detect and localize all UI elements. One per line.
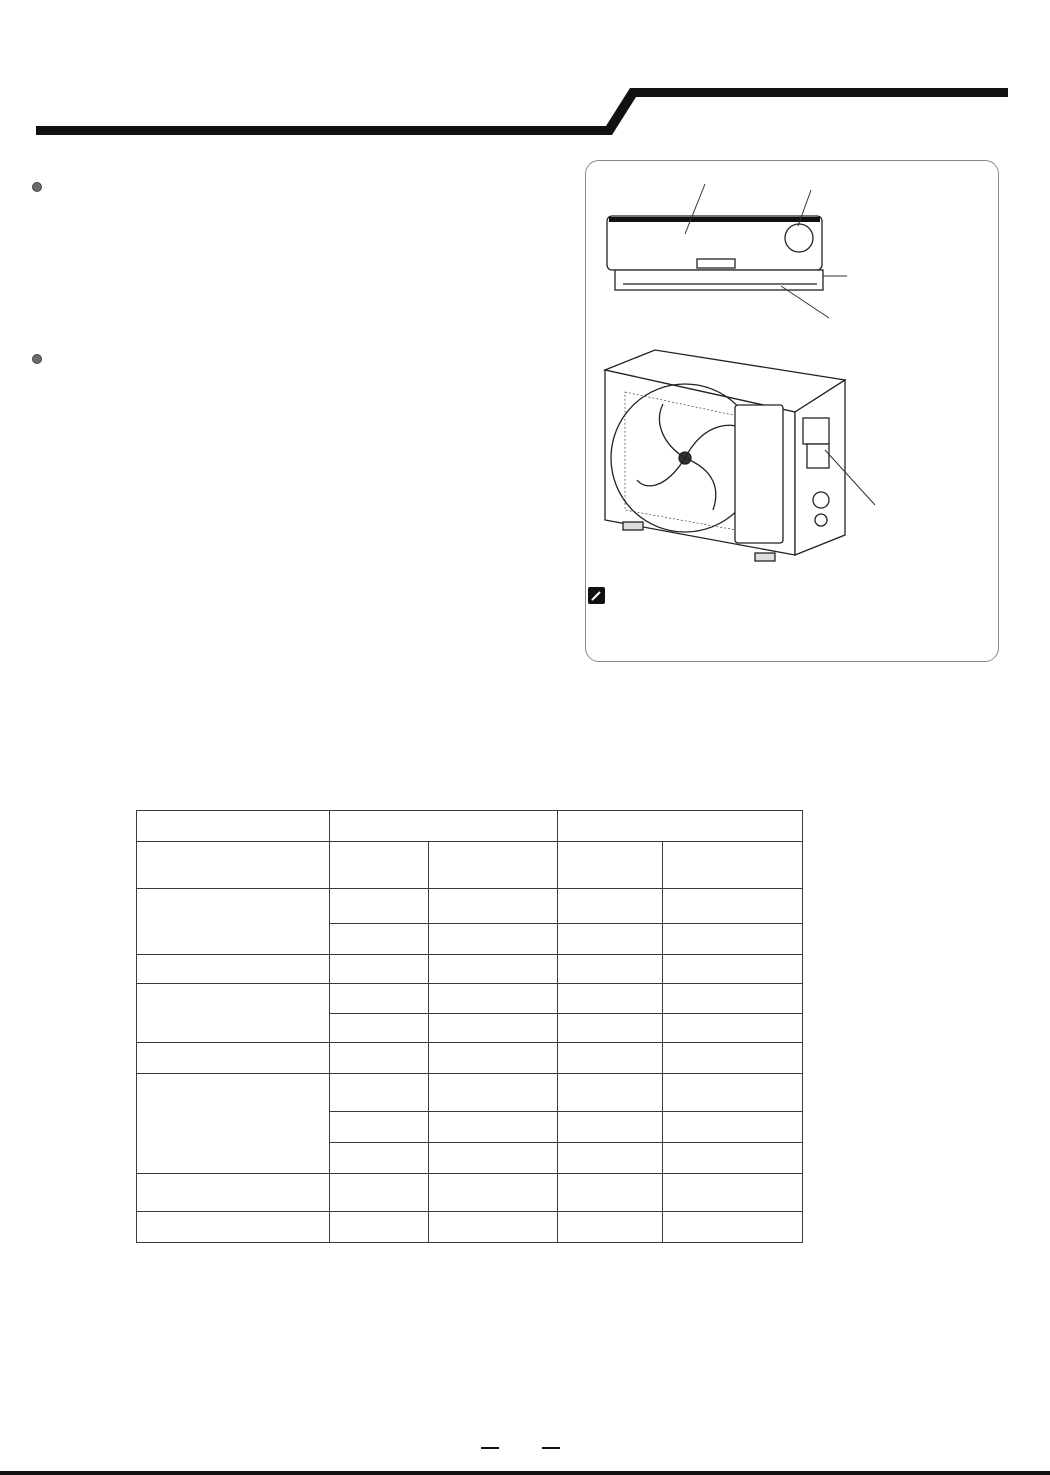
- table-cell: [558, 1112, 663, 1143]
- table-cell: [329, 889, 428, 924]
- table-cell: [428, 924, 558, 955]
- bullet-dot-icon: [32, 354, 42, 364]
- table-cell: [137, 1043, 330, 1074]
- outdoor-unit-illustration: [605, 350, 845, 561]
- table-cell: [329, 811, 558, 842]
- indoor-unit-illustration: [607, 216, 823, 290]
- table-cell: [663, 1112, 803, 1143]
- spec-table: [136, 810, 803, 1243]
- table-cell: [663, 1074, 803, 1112]
- table-cell: [137, 955, 330, 984]
- header-rule: [0, 0, 1050, 140]
- table-cell: [137, 842, 330, 889]
- table-cell: [558, 984, 663, 1014]
- page-number-dash: [542, 1447, 560, 1449]
- table-cell: [428, 1043, 558, 1074]
- table-cell: [663, 924, 803, 955]
- table-cell: [428, 1014, 558, 1043]
- table-cell: [428, 842, 558, 889]
- table-cell: [137, 1074, 330, 1174]
- table-cell: [428, 984, 558, 1014]
- table-cell: [558, 1212, 663, 1243]
- table-cell: [558, 1043, 663, 1074]
- bottom-rule: [0, 1471, 1050, 1475]
- table-cell: [329, 1074, 428, 1112]
- table-cell: [329, 1043, 428, 1074]
- table-cell: [428, 1212, 558, 1243]
- table-cell: [558, 1174, 663, 1212]
- page-number-dash: [481, 1447, 499, 1449]
- table-cell: [329, 1014, 428, 1043]
- table-cell: [663, 1143, 803, 1174]
- table-cell: [663, 1043, 803, 1074]
- table-cell: [428, 1112, 558, 1143]
- table-cell: [663, 1174, 803, 1212]
- table-cell: [663, 842, 803, 889]
- table-cell: [137, 1212, 330, 1243]
- table-cell: [428, 1174, 558, 1212]
- table-cell: [558, 1143, 663, 1174]
- table-cell: [137, 1174, 330, 1212]
- note-pencil-icon: [588, 587, 605, 604]
- table-cell: [428, 889, 558, 924]
- table-cell: [329, 955, 428, 984]
- table-cell: [329, 984, 428, 1014]
- table-cell: [558, 811, 803, 842]
- table-cell: [663, 1014, 803, 1043]
- table-cell: [558, 1074, 663, 1112]
- product-illustration: [585, 160, 999, 580]
- table-cell: [663, 955, 803, 984]
- table-cell: [558, 955, 663, 984]
- table-cell: [137, 984, 330, 1043]
- table-cell: [663, 889, 803, 924]
- table-cell: [329, 842, 428, 889]
- table-cell: [663, 1212, 803, 1243]
- bullet-dot-icon: [32, 182, 42, 192]
- table-cell: [329, 1143, 428, 1174]
- table-cell: [558, 889, 663, 924]
- table-cell: [663, 984, 803, 1014]
- table-cell: [137, 889, 330, 955]
- table-cell: [329, 1112, 428, 1143]
- table-cell: [329, 924, 428, 955]
- table-cell: [329, 1212, 428, 1243]
- table-cell: [558, 1014, 663, 1043]
- table-cell: [137, 811, 330, 842]
- table-cell: [428, 1074, 558, 1112]
- table-cell: [329, 1174, 428, 1212]
- table-cell: [428, 955, 558, 984]
- table-cell: [428, 1143, 558, 1174]
- table-cell: [558, 842, 663, 889]
- table-cell: [558, 924, 663, 955]
